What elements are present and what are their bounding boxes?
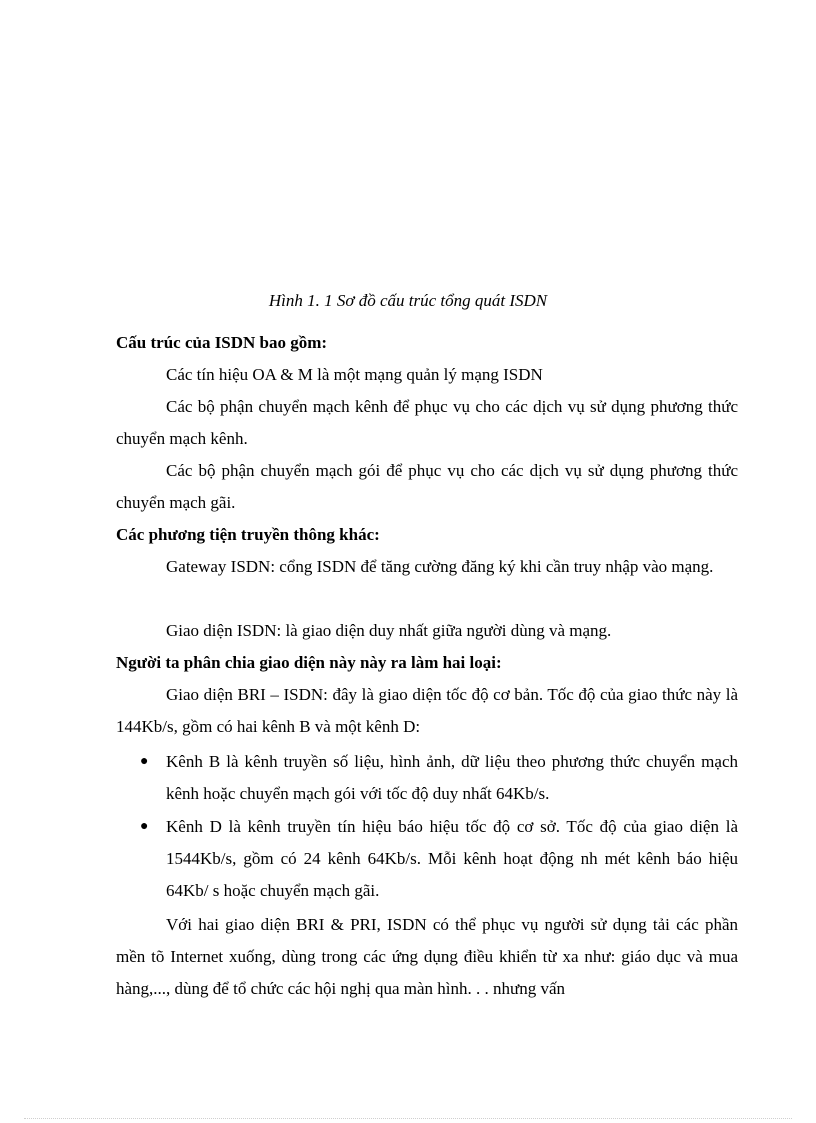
page-footer-divider [24,1118,792,1119]
paragraph-bri: Giao diện BRI – ISDN: đây là giao diện tốc độ cơ bản. Tốc độ của giao thức này là 144Kb/s, gồm có hai kênh B và một kênh D: [116,685,738,736]
paragraph-bri-pri: Với hai giao diện BRI & PRI, ISDN có thể phục vụ người sử dụng tải các phần mền tõ Internet xuống, dùng trong các ứng dụng điều khiển từ xa như: giáo dục và mua hàng,..., dùng để tổ chức các hội nghị qua màn hình. . . nhưng vấn [116,915,738,998]
paragraph-packet-switching: Các bộ phận chuyển mạch gói để phục vụ cho các dịch vụ sử dụng phương thức chuyển mạch gãi. [116,461,738,512]
paragraph-oam: Các tín hiệu OA & M là một mạng quản lý mạng ISDN [166,365,543,384]
section-heading-classification: Người ta phân chia giao diện này này ra làm hai loại: [116,653,502,672]
bullet-icon: ● [140,819,149,834]
bullet-item-channel-d [140,811,738,907]
bullet-text: Kênh D là kênh truyền tín hiệu báo hiệu tốc độ cơ sở. Tốc độ của giao diện là 1544Kb/s, gồm có 24 kênh 64Kb/s. Mỗi kênh hoạt động nh mét kênh báo hiệu 64Kb/ s hoặc chuyển mạch gãi. [166,817,738,900]
section-heading-structure: Cấu trúc của ISDN bao gồm: [116,333,328,352]
paragraph-circuit-switching: Các bộ phận chuyển mạch kênh để phục vụ cho các dịch vụ sử dụng phương thức chuyển mạch kênh. [116,397,738,448]
figure-caption: Hình 1. 1 Sơ đồ cấu trúc tổng quát ISDN [268,291,548,310]
bullet-icon: ● [140,754,149,769]
section-heading-media: Các phương tiện truyền thông khác: [116,525,380,544]
bullet-item-channel-b [140,746,738,810]
paragraph-gateway: Gateway ISDN: cổng ISDN để tăng cường đăng ký khi cần truy nhập vào mạng. [166,557,714,576]
paragraph-interface: Giao diện ISDN: là giao diện duy nhất giữa người dùng và mạng. [166,621,612,640]
bullet-text: Kênh B là kênh truyền số liệu, hình ảnh, dữ liệu theo phương thức chuyển mạch kênh hoặc chuyển mạch gói với tốc độ duy nhất 64Kb/s. [166,752,738,803]
